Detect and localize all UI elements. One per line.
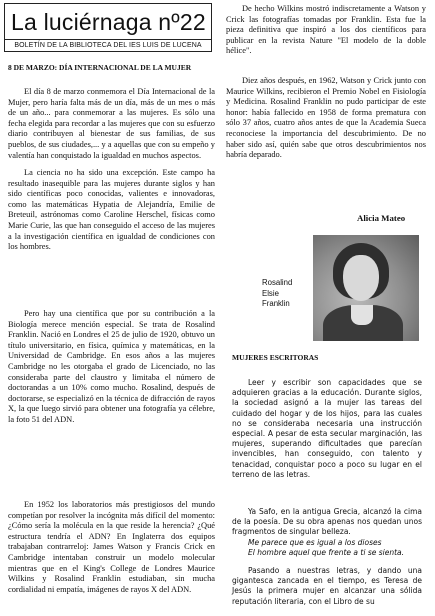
- article-paragraph-4: En 1952 los laboratorios más prestigiosos del mundo competían por resolver la incógnita más difícil del momento: ¿Cómo sería la molécula en la que reside la herencia? ¿Qué estructura tendría el ADN? En Inglaterra dos equipos trabajaban contrarreloj: James Watson y Francis Crick en Cambridge intentaban construir un modelo molecular mientras que en el King's College de Londres Maurice Wilkins y Rosalind Franklin estudiaban, sin mucha cordialidad ni empatía, imágenes de rayos X del ADN.: [8, 500, 215, 594]
- portrait-photo: [313, 235, 419, 341]
- newsletter-subtitle: BOLETÍN DE LA BIBLIOTECA DEL IES LUIS DE LUCENA: [14, 42, 202, 49]
- article-author: Alicia Mateo: [357, 213, 406, 223]
- masthead-divider: [5, 39, 211, 40]
- verse-line: Me parece que es igual a los dioses: [248, 538, 382, 547]
- verse-line: El hombre aquel que frente a ti se sienta.: [248, 548, 405, 558]
- article-women-writers: [232, 353, 422, 362]
- writers-paragraph-1: Leer y escribir son capacidades que se adquieren gracias a la educación. Durante siglos, la sociedad asignó a la mujer las tareas del cuidado del hogar y de los hijos, para las cuales no se consideraba necesaria una instrucción especial. A pesar de esta secular marginación, las mujeres, superando dificultades que parecían invencibles, han conseguido, con talento y tenacidad, conquistar poco a poco su lugar en el terreno de las letras.: [232, 378, 422, 479]
- newsletter-title: La luciérnaga nº22: [11, 9, 206, 35]
- caption-line: Elsie: [262, 288, 279, 298]
- article-heading: MUJERES ESCRITORAS: [232, 353, 319, 362]
- photo-caption: [262, 278, 292, 310]
- article-paragraph-6: Diez años después, en 1962, Watson y Crick junto con Maurice Wilkins, recibieron el Premio Nobel en Fisiología y Medicina. Rosalind Franklin no pudo participar de este honor: había fallecido en 1958 de forma prematura con sólo 37 años, cuatro años antes de que la Academia Sueca reconociese la importancia del descubrimiento. De no haber sido así, quién sabe que otros descubrimientos nos habría deparado.: [226, 76, 426, 160]
- article-intl-womens-day: [8, 63, 215, 74]
- masthead: [4, 3, 212, 52]
- article-paragraph-1: El día 8 de marzo conmemora el Día Internacional de la Mujer, pero haría falta más de un día, más de un mes o más de un año... para conmemorar a las mujeres. Es sólo una fecha elegida para recordar a las mujeres que con su esfuerzo diario contribuyen al bienestar de sus familias, de sus pueblos, de sus ciudades,... y a aquellas que con su empeño y valentía han conquistado la igualdad en muchos aspectos.: [8, 87, 215, 160]
- article-heading: 8 DE MARZO: DÍA INTERNACIONAL DE LA MUJER: [8, 63, 192, 72]
- writers-paragraph-2: Ya Safo, en la antigua Grecia, alcanzó la cima de la poesía. De su obra apenas nos quedan unos fragmentos de singular belleza.: [232, 507, 422, 537]
- caption-line: Rosalind: [262, 278, 293, 287]
- article-paragraph-5: De hecho Wilkins mostró indiscretamente a Watson y Crick las fotografías tomadas por Franklin. Esta fue la pieza definitiva que inspiró a los dos científicos para publicar en la revista Nature "El modelo de la doble hélice".: [226, 4, 426, 56]
- article-paragraph-3: Pero hay una científica que por su contribución a la Biología merece mención especial. Se trata de Rosalind Franklin. Nació en Londres el 25 de julio de 1920, obtuvo un título universitario, en física, química y matemáticas, en la Universidad de Cambridge. En esos años a las mujeres Cambridge no les otorgaba el grado de Licenciado, no las consideraba parte del claustro y limitaba el número de doctorandas a un 10% como mucho. Rosalind, después de doctorarse, se especializó en la técnica de difracción de rayos X, la que luego sirvió para obtener una fotografía ya célebre, la foto 51 del ADN.: [8, 309, 215, 424]
- poem-quote: [248, 538, 423, 558]
- writers-paragraph-3: Pasando a nuestras letras, y dando una gigantesca zancada en el tiempo, es Teresa de Jesús la primera mujer en alcanzar una sólida reputación literaria, con el Libro de su: [232, 566, 422, 606]
- article-paragraph-2: La ciencia no ha sido una excepción. Este campo ha resultado inasequible para las mujeres durante siglos y han sido científicas poco conocidas, valientes e innovadoras, como las matemáticas Hypatia de Alejandría, Emilie de Breteuil, astrónomas como Caroline Herschel, físicas como Marie Curie, las que han conseguido el acceso de las mujeres a la investigación científica en igualdad de condiciones con los hombres.: [8, 168, 215, 252]
- caption-line: Franklin: [262, 299, 290, 308]
